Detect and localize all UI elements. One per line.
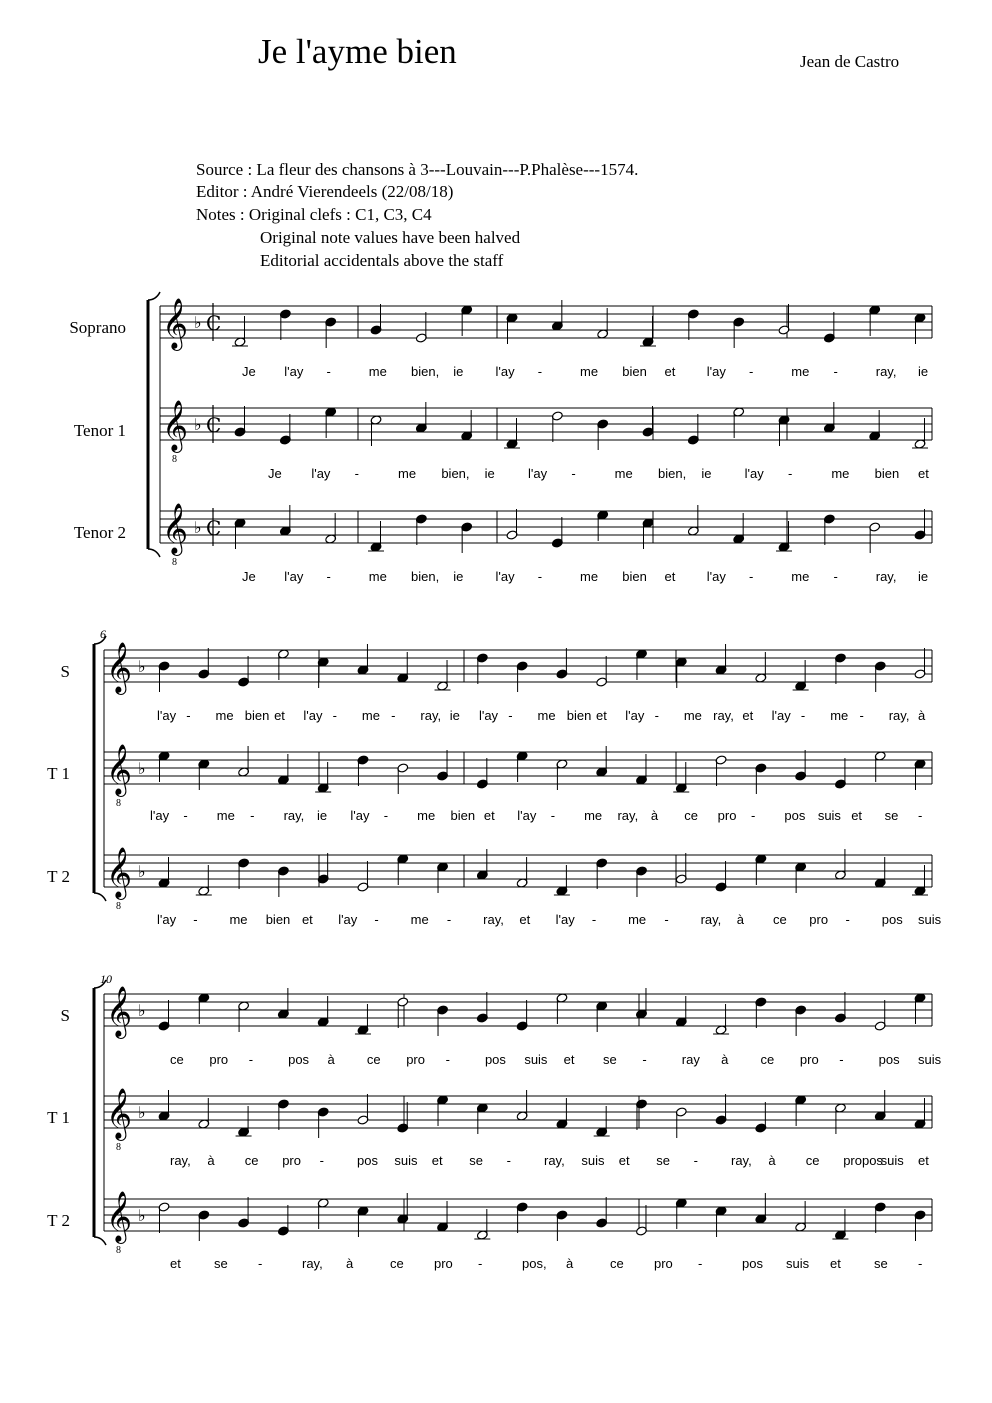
clefs-note: Notes : Original clefs : C1, C3, C4 bbox=[196, 205, 432, 224]
lyric-syllable: et bbox=[431, 1153, 443, 1168]
lyric-syllable: ray, bbox=[888, 708, 910, 723]
lyric-syllable: se bbox=[656, 1153, 670, 1168]
lyric-syllable: - bbox=[918, 1256, 923, 1271]
treble-clef-icon: 𝄞 bbox=[106, 986, 133, 1037]
lyric-syllable: à bbox=[918, 708, 926, 723]
lyric-syllable: - bbox=[642, 1052, 647, 1067]
lyric-syllable: - bbox=[354, 466, 359, 481]
label-t2-2: T 2 bbox=[47, 867, 70, 886]
lyric-syllable: - bbox=[800, 708, 806, 723]
lyric-syllable: pos bbox=[357, 1153, 378, 1168]
lyric-syllable: l'ay bbox=[625, 708, 645, 723]
lyric-syllable: ray, bbox=[420, 708, 442, 723]
flat-key-signature-icon: ♭ bbox=[194, 518, 202, 537]
lyric-syllable: - bbox=[248, 1052, 254, 1067]
lyric-syllable: - bbox=[788, 466, 793, 481]
lyric-syllable: me bbox=[368, 569, 387, 584]
bracket-hook bbox=[148, 549, 160, 557]
lyric-syllable: l'ay bbox=[350, 808, 370, 823]
lyric-syllable: suis bbox=[524, 1052, 548, 1067]
lyric-syllable: à bbox=[768, 1153, 776, 1168]
lyric-syllable: à bbox=[207, 1153, 215, 1168]
lyric-syllable: se bbox=[874, 1256, 888, 1271]
lyric-syllable: l'ay bbox=[517, 808, 537, 823]
treble-clef-icon: 𝄞 bbox=[162, 298, 189, 349]
lyric-syllable: et bbox=[301, 912, 313, 927]
lyric-syllable: ie bbox=[453, 364, 464, 379]
lyric-syllable: - bbox=[537, 364, 543, 379]
flat-key-signature-icon: ♭ bbox=[138, 862, 146, 881]
lyric-syllable: pro bbox=[406, 1052, 425, 1067]
lyric-syllable: - bbox=[391, 708, 396, 723]
lyric-syllable: me bbox=[580, 569, 599, 584]
lyric-syllable: - bbox=[749, 364, 754, 379]
treble-clef-icon: 𝄞 bbox=[106, 1088, 133, 1139]
lyric-syllable: pos bbox=[878, 1052, 900, 1067]
lyric-syllable: ie bbox=[701, 466, 712, 481]
lyric-syllable: - bbox=[383, 808, 389, 823]
lyric-syllable: - bbox=[591, 912, 597, 927]
lyric-syllable: pos bbox=[288, 1052, 310, 1067]
lyric-syllable: et bbox=[170, 1256, 181, 1271]
lyric-syllable: - bbox=[537, 569, 543, 584]
lyric-syllable: ray bbox=[681, 1052, 700, 1067]
lyric-syllable: ray, bbox=[700, 912, 722, 927]
lyric-syllable: bien, bbox=[411, 569, 440, 584]
lyric-syllable: me bbox=[683, 708, 702, 723]
bracket-hook bbox=[94, 636, 106, 644]
lyric-syllable: - bbox=[193, 912, 198, 927]
lyric-syllable: à bbox=[650, 808, 659, 823]
lyric-syllable: et bbox=[851, 808, 863, 823]
lyric-syllable: pos bbox=[742, 1256, 763, 1271]
lyric-syllable: - bbox=[571, 466, 576, 481]
treble-clef-icon: 𝄞 bbox=[106, 642, 133, 693]
octave-eight-marker: 8 bbox=[172, 454, 177, 465]
lyric-syllable: l'ay bbox=[744, 466, 764, 481]
bracket-hook bbox=[94, 1237, 106, 1245]
lyric-syllable: bien, bbox=[441, 466, 470, 481]
lyric-syllable: ce bbox=[760, 1052, 775, 1067]
lyric-syllable: me bbox=[830, 708, 849, 723]
lyric-syllable: pro bbox=[282, 1153, 301, 1168]
lyric-syllable: - bbox=[859, 708, 864, 723]
lyric-syllable: se bbox=[884, 808, 899, 823]
lyric-syllable: - bbox=[845, 912, 850, 927]
time-signature-icon: C bbox=[206, 516, 222, 540]
lyric-syllable: suis bbox=[918, 912, 942, 927]
lyric-syllable: pos bbox=[881, 912, 903, 927]
label-t1-3: T 1 bbox=[47, 1108, 70, 1127]
lyric-syllable: me bbox=[580, 364, 599, 379]
lyric-syllable: ray, bbox=[483, 912, 504, 927]
lyric-syllable: suis bbox=[581, 1153, 605, 1168]
lyric-syllable: ie bbox=[484, 466, 495, 481]
lyric-syllable: me bbox=[368, 364, 387, 379]
lyric-syllable: pos, bbox=[522, 1256, 547, 1271]
octave-eight-marker: 8 bbox=[116, 798, 121, 809]
lyric-syllable: Je bbox=[242, 569, 256, 584]
flat-key-signature-icon: ♭ bbox=[138, 657, 146, 676]
lyric-syllable: l'ay bbox=[157, 912, 177, 927]
lyric-syllable: l'ay bbox=[528, 466, 548, 481]
lyric-syllable: - bbox=[445, 1052, 450, 1067]
measure-number-10: 10 bbox=[100, 972, 112, 986]
flat-key-signature-icon: ♭ bbox=[138, 759, 146, 778]
lyric-syllable: l'ay bbox=[555, 912, 575, 927]
lyric-syllable: pro bbox=[434, 1256, 453, 1271]
treble-clef-icon: 𝄞 bbox=[162, 400, 189, 451]
lyric-syllable: - bbox=[550, 808, 556, 823]
flat-key-signature-icon: ♭ bbox=[194, 313, 202, 332]
lyric-syllable: - bbox=[332, 708, 337, 723]
lyric-syllable: Je bbox=[242, 364, 256, 379]
lyric-syllable: se bbox=[469, 1153, 483, 1168]
lyric-syllable: bien, bbox=[658, 466, 687, 481]
lyric-syllable: pos bbox=[484, 1052, 506, 1067]
octave-eight-marker: 8 bbox=[116, 1245, 121, 1256]
lyric-syllable: - bbox=[664, 912, 669, 927]
lyric-syllable: se bbox=[603, 1052, 617, 1067]
editor-note: Editor : André Vierendeels (22/08/18) bbox=[196, 182, 454, 201]
lyric-syllable: à bbox=[346, 1256, 354, 1271]
lyric-syllable: bien bbox=[244, 708, 270, 723]
lyric-syllable: me bbox=[614, 466, 633, 481]
lyric-syllable: l'ay bbox=[706, 569, 726, 584]
lyric-syllable: me bbox=[628, 912, 647, 927]
lyric-syllable: - bbox=[654, 708, 659, 723]
lyric-syllable: l'ay bbox=[284, 364, 304, 379]
lyric-syllable: ray, bbox=[713, 708, 734, 723]
measure-number-6: 6 bbox=[100, 627, 106, 641]
lyric-syllable: ce bbox=[390, 1256, 404, 1271]
lyric-syllable: me bbox=[584, 808, 603, 823]
label-t1-2: T 1 bbox=[47, 764, 70, 783]
bracket-hook bbox=[148, 292, 160, 300]
lyric-syllable: - bbox=[250, 808, 255, 823]
lyric-syllable: bien bbox=[450, 808, 476, 823]
lyric-syllable: ray, bbox=[302, 1256, 323, 1271]
bracket-hook bbox=[94, 980, 106, 988]
lyric-syllable: me bbox=[831, 466, 850, 481]
lyric-syllable: ce bbox=[170, 1052, 184, 1067]
lyric-syllable: bien, bbox=[411, 364, 440, 379]
source-note: Source : La fleur des chansons à 3---Louvain---P.Phalèse---1574. bbox=[196, 160, 639, 179]
lyric-syllable: et bbox=[918, 1153, 929, 1168]
lyric-syllable: et bbox=[519, 912, 531, 927]
lyric-syllable: l'ay bbox=[157, 708, 177, 723]
label-s-3: S bbox=[60, 1006, 70, 1025]
lyric-syllable: bien bbox=[622, 569, 647, 584]
lyric-syllable: - bbox=[506, 1153, 511, 1168]
lyric-syllable: me bbox=[791, 569, 810, 584]
lyric-syllable: - bbox=[446, 912, 452, 927]
label-t2-3: T 2 bbox=[47, 1211, 70, 1230]
bracket-hook bbox=[94, 893, 106, 901]
lyric-syllable: suis bbox=[880, 1153, 904, 1168]
label-tenor1: Tenor 1 bbox=[73, 421, 126, 440]
lyric-syllable: pro bbox=[717, 808, 737, 823]
lyric-syllable: et bbox=[664, 364, 676, 379]
lyric-syllable: suis bbox=[394, 1153, 418, 1168]
flat-key-signature-icon: ♭ bbox=[138, 1001, 146, 1020]
lyric-syllable: à bbox=[327, 1052, 335, 1067]
lyric-syllable: l'ay bbox=[495, 364, 515, 379]
lyric-syllable: ie bbox=[453, 569, 464, 584]
lyric-syllable: ray, bbox=[544, 1153, 565, 1168]
lyric-syllable: pos bbox=[784, 808, 806, 823]
lyric-syllable: - bbox=[751, 808, 756, 823]
octave-eight-marker: 8 bbox=[172, 557, 177, 568]
lyric-syllable: suis bbox=[817, 808, 841, 823]
label-tenor2: Tenor 2 bbox=[73, 523, 126, 542]
lyric-syllable: ray, bbox=[731, 1153, 752, 1168]
lyric-syllable: - bbox=[918, 808, 923, 823]
lyric-syllable: ray, bbox=[283, 808, 305, 823]
lyric-syllable: me bbox=[791, 364, 810, 379]
lyric-syllable: me bbox=[410, 912, 429, 927]
lyric-syllable: l'ay bbox=[338, 912, 358, 927]
lyric-syllable: me bbox=[361, 708, 380, 723]
lyric-syllable: me bbox=[417, 808, 436, 823]
lyric-syllable: ray, bbox=[875, 364, 897, 379]
treble-clef-icon: 𝄞 bbox=[106, 847, 133, 898]
lyric-syllable: et bbox=[274, 708, 285, 723]
lyric-syllable: ie bbox=[449, 708, 460, 723]
lyric-syllable: - bbox=[326, 569, 331, 584]
lyric-syllable: suis bbox=[786, 1256, 810, 1271]
lyric-syllable: et bbox=[664, 569, 676, 584]
lyric-syllable: l'ay bbox=[284, 569, 304, 584]
octave-eight-marker: 8 bbox=[116, 1142, 121, 1153]
lyric-syllable: et bbox=[596, 708, 607, 723]
lyric-syllable: à bbox=[721, 1052, 729, 1067]
label-soprano: Soprano bbox=[69, 318, 126, 337]
lyric-syllable: l'ay bbox=[478, 708, 499, 723]
lyric-syllable: ray, bbox=[617, 808, 639, 823]
flat-key-signature-icon: ♭ bbox=[194, 415, 202, 434]
lyric-syllable: et bbox=[742, 708, 754, 723]
lyric-syllable: ce bbox=[366, 1052, 381, 1067]
lyric-syllable: et bbox=[918, 466, 929, 481]
lyric-syllable: - bbox=[833, 569, 838, 584]
lyric-syllable: - bbox=[508, 708, 513, 723]
lyric-syllable: - bbox=[319, 1153, 324, 1168]
lyric-syllable: l'ay bbox=[771, 708, 791, 723]
lyric-syllable: me bbox=[215, 708, 234, 723]
lyric-syllable: pro bbox=[654, 1256, 673, 1271]
lyric-syllable: ce bbox=[244, 1153, 259, 1168]
treble-clef-icon: 𝄞 bbox=[106, 744, 133, 795]
lyric-syllable: - bbox=[186, 708, 191, 723]
lyric-syllable: suis bbox=[918, 1052, 942, 1067]
lyric-syllable: ie bbox=[918, 364, 929, 379]
lyric-syllable: et bbox=[830, 1256, 841, 1271]
lyric-syllable: ce bbox=[610, 1256, 624, 1271]
lyric-syllable: pro bbox=[809, 912, 829, 927]
note-values-note: Original note values have been halved bbox=[260, 228, 521, 247]
flat-key-signature-icon: ♭ bbox=[138, 1206, 146, 1225]
lyric-syllable: et bbox=[563, 1052, 575, 1067]
time-signature-icon: C bbox=[206, 413, 222, 437]
treble-clef-icon: 𝄞 bbox=[106, 1191, 133, 1242]
lyric-syllable: - bbox=[183, 808, 188, 823]
composer: Jean de Castro bbox=[800, 52, 900, 71]
lyric-syllable: bien bbox=[874, 466, 900, 481]
lyric-syllable: l'ay bbox=[311, 466, 331, 481]
lyric-syllable: Je bbox=[268, 466, 282, 481]
lyric-syllable: à bbox=[736, 912, 745, 927]
lyric-syllable: ie bbox=[918, 569, 929, 584]
lyric-syllable: bien bbox=[566, 708, 592, 723]
lyric-syllable: ray, bbox=[875, 569, 897, 584]
lyric-syllable: bien bbox=[265, 912, 291, 927]
lyric-syllable: - bbox=[833, 364, 838, 379]
lyric-syllable: l'ay bbox=[495, 569, 515, 584]
lyric-syllable: ce bbox=[684, 808, 698, 823]
lyric-syllable: - bbox=[693, 1153, 698, 1168]
lyric-syllable: - bbox=[326, 364, 331, 379]
accidentals-note: Editorial accidentals above the staff bbox=[260, 251, 504, 270]
lyric-syllable: ray, bbox=[170, 1153, 191, 1168]
lyric-syllable: se bbox=[214, 1256, 228, 1271]
lyric-syllable: et bbox=[483, 808, 495, 823]
lyric-syllable: me bbox=[229, 912, 248, 927]
time-signature-icon: C bbox=[206, 311, 222, 335]
octave-eight-marker: 8 bbox=[116, 901, 121, 912]
lyric-syllable: - bbox=[839, 1052, 844, 1067]
lyric-syllable: et bbox=[618, 1153, 630, 1168]
flat-key-signature-icon: ♭ bbox=[138, 1103, 146, 1122]
lyric-syllable: pro bbox=[799, 1052, 819, 1067]
lyric-syllable: me bbox=[398, 466, 417, 481]
lyric-syllable: - bbox=[698, 1256, 703, 1271]
label-s-2: S bbox=[60, 662, 70, 681]
lyric-syllable: pro bbox=[209, 1052, 229, 1067]
lyric-syllable: à bbox=[566, 1256, 574, 1271]
lyric-syllable: - bbox=[374, 912, 379, 927]
lyric-syllable: propos bbox=[843, 1153, 883, 1168]
lyric-syllable: ie bbox=[316, 808, 328, 823]
piece-title: Je l'ayme bien bbox=[258, 32, 457, 71]
lyric-syllable: ce bbox=[773, 912, 787, 927]
lyric-syllable: bien bbox=[622, 364, 647, 379]
lyric-syllable: l'ay bbox=[150, 808, 170, 823]
lyric-syllable: me bbox=[537, 708, 556, 723]
lyric-syllable: - bbox=[749, 569, 754, 584]
lyric-syllable: - bbox=[478, 1256, 483, 1271]
lyric-syllable: l'ay bbox=[303, 708, 323, 723]
lyric-syllable: me bbox=[216, 808, 235, 823]
treble-clef-icon: 𝄞 bbox=[162, 503, 189, 554]
lyric-syllable: ce bbox=[805, 1153, 820, 1168]
lyric-syllable: - bbox=[258, 1256, 263, 1271]
lyric-syllable: l'ay bbox=[706, 364, 726, 379]
